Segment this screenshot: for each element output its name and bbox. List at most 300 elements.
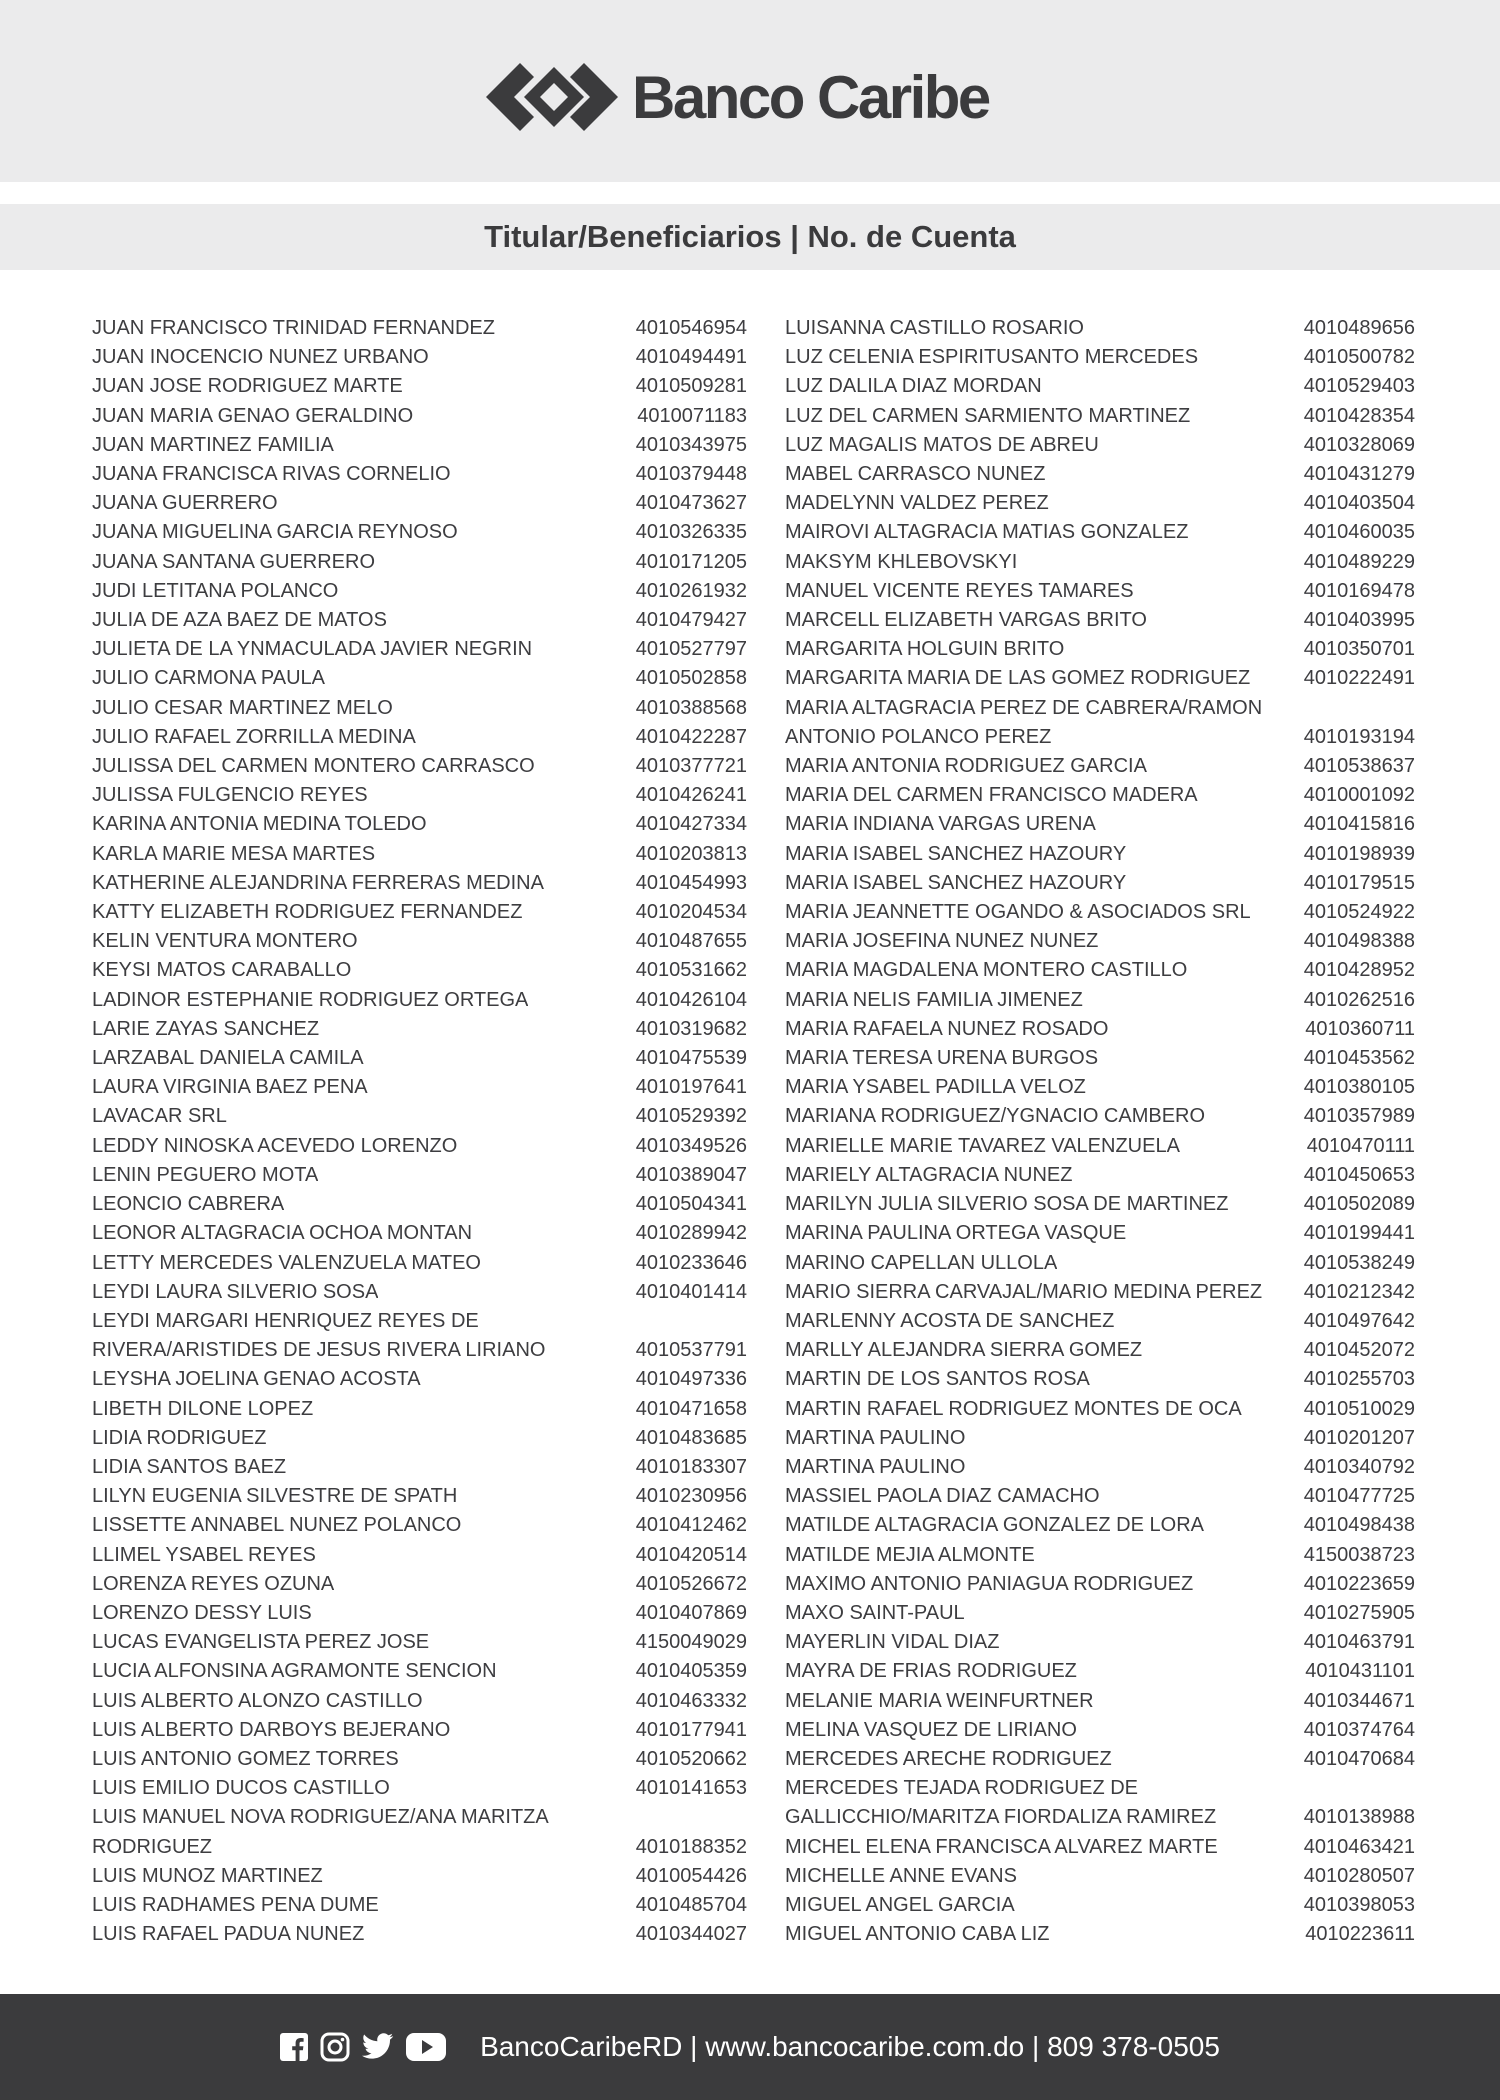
account-number: 4010138988 [1303, 1806, 1415, 1829]
list-item [92, 1102, 747, 1131]
account-number: 4010344671 [1303, 1689, 1415, 1712]
account-number: 4010538637 [1303, 755, 1415, 778]
account-number: 4010412462 [635, 1514, 747, 1537]
list-item [785, 1102, 1415, 1131]
list-item [92, 956, 747, 985]
youtube-icon[interactable] [406, 2033, 446, 2061]
account-holder-name: KEYSI MATOS CARABALLO [92, 959, 352, 982]
account-holder-name: LUCAS EVANGELISTA PEREZ JOSE [92, 1631, 430, 1654]
list-item [92, 869, 747, 898]
list-item [92, 898, 747, 927]
account-holder-name: KELIN VENTURA MONTERO [92, 930, 358, 953]
list-item [92, 489, 747, 518]
list-item [785, 635, 1415, 664]
account-number: 4010199441 [1303, 1222, 1415, 1245]
list-item [785, 1599, 1415, 1628]
list-item [92, 840, 747, 869]
account-holder-name: MARGARITA MARIA DE LAS GOMEZ RODRIGUEZ [785, 667, 1251, 690]
list-item [785, 1920, 1415, 1949]
account-holder-name: JULISSA FULGENCIO REYES [92, 784, 368, 807]
account-holder-name: JUAN MARIA GENAO GERALDINO [92, 404, 414, 427]
account-number: 4010415816 [1303, 813, 1415, 836]
list-item [92, 927, 747, 956]
account-number: 4010389047 [635, 1163, 747, 1186]
list-item [92, 372, 747, 401]
account-number: 4010223659 [1303, 1572, 1415, 1595]
list-item [785, 781, 1415, 810]
list-item [785, 548, 1415, 577]
account-holder-name: MARIA ANTONIA RODRIGUEZ GARCIA [785, 755, 1147, 778]
list-item [92, 1190, 747, 1219]
list-item [92, 606, 747, 635]
list-item [92, 1745, 747, 1774]
list-item [92, 1687, 747, 1716]
list-item [92, 1453, 747, 1482]
instagram-icon[interactable] [320, 2032, 350, 2062]
list-item [785, 1015, 1415, 1044]
account-holder-name: MARIA ISABEL SANCHEZ HAZOURY [785, 871, 1127, 894]
account-number: 4010255703 [1303, 1368, 1415, 1391]
account-number: 4010497336 [635, 1368, 747, 1391]
list-item [785, 1249, 1415, 1278]
account-number: 4010230956 [635, 1485, 747, 1508]
account-number: 4010485704 [635, 1893, 747, 1916]
account-number: 4010497642 [1303, 1309, 1415, 1332]
account-holder-name: MATILDE ALTAGRACIA GONZALEZ DE LORA [785, 1514, 1204, 1537]
account-holder-name: LARZABAL DANIELA CAMILA [92, 1047, 364, 1070]
list-item [785, 664, 1415, 693]
account-number: 4010198939 [1303, 842, 1415, 865]
account-number: 4010500782 [1303, 346, 1415, 369]
account-holder-name: MAYERLIN VIDAL DIAZ [785, 1631, 1000, 1654]
account-number: 4010374764 [1303, 1718, 1415, 1741]
left-column-list [92, 314, 747, 1949]
account-holder-name: RODRIGUEZ [92, 1835, 212, 1858]
list-item [785, 1161, 1415, 1190]
list-item [785, 723, 1415, 752]
list-item [92, 1920, 747, 1949]
account-holder-name: JULIA DE AZA BAEZ DE MATOS [92, 609, 387, 632]
account-holder-name: MARIA ISABEL SANCHEZ HAZOURY [785, 842, 1127, 865]
account-number: 4010169478 [1303, 579, 1415, 602]
account-number: 4010177941 [635, 1718, 747, 1741]
account-number: 4010357989 [1303, 1105, 1415, 1128]
account-number: 4010452072 [1303, 1339, 1415, 1362]
list-item [92, 664, 747, 693]
account-number: 4010171205 [635, 550, 747, 573]
list-item [785, 1774, 1415, 1803]
account-number: 4010477725 [1303, 1485, 1415, 1508]
list-item [92, 752, 747, 781]
list-item [92, 1249, 747, 1278]
account-holder-name: LUZ MAGALIS MATOS DE ABREU [785, 433, 1099, 456]
account-holder-name: LEONCIO CABRERA [92, 1193, 285, 1216]
brand-logo [486, 56, 989, 138]
account-number: 4010388568 [635, 696, 747, 719]
list-item [785, 314, 1415, 343]
account-number: 4010487655 [635, 930, 747, 953]
list-item [92, 431, 747, 460]
account-number: 4010537791 [635, 1339, 747, 1362]
account-holder-name: LENIN PEGUERO MOTA [92, 1163, 319, 1186]
account-holder-name: LIDIA SANTOS BAEZ [92, 1455, 287, 1478]
account-number: 4010289942 [635, 1222, 747, 1245]
list-item [785, 1190, 1415, 1219]
account-holder-name: LUIS RAFAEL PADUA NUNEZ [92, 1923, 365, 1946]
list-item [785, 1482, 1415, 1511]
account-holder-name: LUIS MUNOZ MARTINEZ [92, 1864, 323, 1887]
list-item [785, 694, 1415, 723]
account-number: 4010538249 [1303, 1251, 1415, 1274]
account-holder-name: MELANIE MARIA WEINFURTNER [785, 1689, 1094, 1712]
account-number: 4010498438 [1303, 1514, 1415, 1537]
list-item [785, 1657, 1415, 1686]
account-holder-name: KARINA ANTONIA MEDINA TOLEDO [92, 813, 427, 836]
account-holder-name: MARLENNY ACOSTA DE SANCHEZ [785, 1309, 1115, 1332]
account-holder-name: LEYDI MARGARI HENRIQUEZ REYES DE [92, 1309, 479, 1332]
list-item [785, 606, 1415, 635]
list-item [785, 1541, 1415, 1570]
account-number: 4010470111 [1306, 1134, 1415, 1157]
account-holder-name: LAURA VIRGINIA BAEZ PENA [92, 1076, 368, 1099]
footer-contact-text: BancoCaribeRD | www.bancocaribe.com.do | 809 378-0505 [480, 2031, 1220, 2062]
account-number: 4010223611 [1305, 1923, 1415, 1946]
account-number: 4010453562 [1303, 1047, 1415, 1070]
account-holder-name: LIDIA RODRIGUEZ [92, 1426, 267, 1449]
account-number: 4010344027 [635, 1923, 747, 1946]
account-number: 4010546954 [635, 317, 747, 339]
account-number: 4010280507 [1303, 1864, 1415, 1887]
social-icons [280, 2032, 446, 2062]
account-holder-name: LISSETTE ANNABEL NUNEZ POLANCO [92, 1514, 462, 1537]
account-holder-name: MERCEDES ARECHE RODRIGUEZ [785, 1747, 1112, 1770]
list-item [785, 752, 1415, 781]
list-item [785, 343, 1415, 372]
account-number: 4010203813 [635, 842, 747, 865]
list-item [92, 986, 747, 1015]
account-holder-name: MARIA JEANNETTE OGANDO & ASOCIADOS SRL [785, 901, 1251, 924]
list-item [92, 1219, 747, 1248]
account-holder-name: LUIS ALBERTO DARBOYS BEJERANO [92, 1718, 451, 1741]
list-item [92, 1044, 747, 1073]
list-item [785, 927, 1415, 956]
account-holder-name: LUIS EMILIO DUCOS CASTILLO [92, 1777, 390, 1800]
header-band [0, 0, 1500, 182]
list-item [785, 460, 1415, 489]
list-item [92, 1716, 747, 1745]
account-number: 4010431101 [1305, 1660, 1415, 1683]
list-item [92, 460, 747, 489]
account-holder-name: MARINO CAPELLAN ULLOLA [785, 1251, 1058, 1274]
list-item [785, 1132, 1415, 1161]
list-item [785, 518, 1415, 547]
account-number: 4010504341 [635, 1193, 747, 1216]
account-number: 4010524922 [1303, 901, 1415, 924]
list-item [785, 1833, 1415, 1862]
account-number: 4010405359 [635, 1660, 747, 1683]
account-holder-name: MARTIN RAFAEL RODRIGUEZ MONTES DE OCA [785, 1397, 1242, 1420]
account-holder-name: MANUEL VICENTE REYES TAMARES [785, 579, 1134, 602]
list-item [92, 1132, 747, 1161]
account-holder-name: MELINA VASQUEZ DE LIRIANO [785, 1718, 1077, 1741]
list-item [785, 1278, 1415, 1307]
list-item [785, 1716, 1415, 1745]
account-number: 4010261932 [635, 579, 747, 602]
list-item [92, 577, 747, 606]
account-number: 4010479427 [635, 609, 747, 632]
account-holder-name: MARIA RAFAELA NUNEZ ROSADO [785, 1017, 1109, 1040]
list-item [785, 1803, 1415, 1832]
list-item [92, 1657, 747, 1686]
account-holder-name: MARTINA PAULINO [785, 1426, 966, 1449]
list-item [785, 1365, 1415, 1394]
list-item [785, 431, 1415, 460]
account-holder-name: MARCELL ELIZABETH VARGAS BRITO [785, 609, 1147, 632]
account-holder-name: LUIS ALBERTO ALONZO CASTILLO [92, 1689, 423, 1712]
account-holder-name: JUDI LETITANA POLANCO [92, 579, 339, 602]
account-holder-name: MARIELLE MARIE TAVAREZ VALENZUELA [785, 1134, 1180, 1157]
account-number: 4010427334 [635, 813, 747, 836]
account-number: 4010054426 [635, 1864, 747, 1887]
account-holder-name: MARIA MAGDALENA MONTERO CASTILLO [785, 959, 1188, 982]
list-item [92, 1015, 747, 1044]
account-holder-name: RIVERA/ARISTIDES DE JESUS RIVERA LIRIANO [92, 1339, 546, 1362]
list-item [92, 1278, 747, 1307]
account-holder-name: MERCEDES TEJADA RODRIGUEZ DE [785, 1777, 1139, 1800]
section-title-band [0, 204, 1500, 270]
account-number: 4010403504 [1303, 492, 1415, 515]
account-number: 4010349526 [635, 1134, 747, 1157]
account-holder-name: LUISANNA CASTILLO ROSARIO [785, 317, 1084, 339]
account-holder-name: KATHERINE ALEJANDRINA FERRERAS MEDINA [92, 871, 544, 894]
account-number: 4010494491 [635, 346, 747, 369]
account-holder-name: MARIO SIERRA CARVAJAL/MARIO MEDINA PEREZ [785, 1280, 1263, 1303]
account-holder-name: KARLA MARIE MESA MARTES [92, 842, 376, 865]
list-item [785, 1424, 1415, 1453]
list-item [92, 1161, 747, 1190]
list-item [92, 1482, 747, 1511]
account-number: 4010463332 [635, 1689, 747, 1712]
list-item [92, 1628, 747, 1657]
account-number: 4010475539 [635, 1047, 747, 1070]
list-item [785, 810, 1415, 839]
list-item [785, 402, 1415, 431]
account-number: 4010460035 [1303, 521, 1415, 544]
account-holder-name: JUAN INOCENCIO NUNEZ URBANO [92, 346, 429, 369]
list-item [785, 898, 1415, 927]
account-number: 4010510029 [1303, 1397, 1415, 1420]
page-title: Titular/Beneficiarios | No. de Cuenta [484, 219, 1016, 254]
account-number: 4010343975 [635, 433, 747, 456]
twitter-icon[interactable] [362, 2033, 394, 2061]
account-holder-name: LUIS ANTONIO GOMEZ TORRES [92, 1747, 399, 1770]
account-number: 4010470684 [1303, 1747, 1415, 1770]
footer [0, 1994, 1500, 2100]
account-holder-name: JUANA FRANCISCA RIVAS CORNELIO [92, 463, 451, 486]
account-number: 4010380105 [1303, 1076, 1415, 1099]
account-number: 4010319682 [635, 1017, 747, 1040]
list-item [785, 1219, 1415, 1248]
account-holder-name: LIBETH DILONE LOPEZ [92, 1397, 314, 1420]
account-holder-name: MARTINA PAULINO [785, 1455, 966, 1478]
account-number: 4010407869 [635, 1601, 747, 1624]
account-number: 4010471658 [635, 1397, 747, 1420]
account-number: 4010431279 [1303, 463, 1415, 486]
account-holder-name: MATILDE MEJIA ALMONTE [785, 1543, 1035, 1566]
account-number: 4010183307 [635, 1455, 747, 1478]
list-item [92, 723, 747, 752]
account-holder-name: JULISSA DEL CARMEN MONTERO CARRASCO [92, 755, 535, 778]
account-holder-name: LLIMEL YSABEL REYES [92, 1543, 316, 1566]
list-item [92, 1365, 747, 1394]
list-item [92, 781, 747, 810]
account-number: 4010403995 [1303, 609, 1415, 632]
account-number: 4150038723 [1303, 1543, 1415, 1566]
account-holder-name: LUCIA ALFONSINA AGRAMONTE SENCION [92, 1660, 497, 1683]
list-item [92, 1774, 747, 1803]
account-number: 4010473627 [635, 492, 747, 515]
account-number: 4010426241 [635, 784, 747, 807]
list-item [92, 1833, 747, 1862]
list-item [92, 810, 747, 839]
right-column-list [785, 314, 1415, 1949]
account-holder-name: JUANA MIGUELINA GARCIA REYNOSO [92, 521, 458, 544]
account-holder-name: MARIA DEL CARMEN FRANCISCO MADERA [785, 784, 1198, 807]
list-item [92, 1862, 747, 1891]
account-holder-name: LUIS RADHAMES PENA DUME [92, 1893, 379, 1916]
account-holder-name: MARIELY ALTAGRACIA NUNEZ [785, 1163, 1073, 1186]
account-number: 4010463421 [1303, 1835, 1415, 1858]
account-number: 4010422287 [635, 725, 747, 748]
account-number: 4010428354 [1303, 404, 1415, 427]
account-number: 4010489229 [1303, 550, 1415, 573]
facebook-icon[interactable] [280, 2033, 308, 2061]
list-item [785, 1511, 1415, 1540]
account-holder-name: LUZ DEL CARMEN SARMIENTO MARTINEZ [785, 404, 1191, 427]
account-holder-name: MABEL CARRASCO NUNEZ [785, 463, 1046, 486]
list-item [785, 869, 1415, 898]
account-holder-name: LILYN EUGENIA SILVESTRE DE SPATH [92, 1485, 458, 1508]
account-holder-name: JUANA GUERRERO [92, 492, 278, 515]
account-holder-name: JULIO RAFAEL ZORRILLA MEDINA [92, 725, 416, 748]
account-holder-name: MARTIN DE LOS SANTOS ROSA [785, 1368, 1090, 1391]
account-number: 4150049029 [635, 1631, 747, 1654]
account-number: 4010379448 [635, 463, 747, 486]
account-holder-name: MAKSYM KHLEBOVSKYI [785, 550, 1018, 573]
list-item [92, 1307, 747, 1336]
list-item [92, 343, 747, 372]
account-holder-name: LEONOR ALTAGRACIA OCHOA MONTAN [92, 1222, 473, 1245]
account-holder-name: KATTY ELIZABETH RODRIGUEZ FERNANDEZ [92, 901, 523, 924]
account-number: 4010489656 [1303, 317, 1415, 339]
account-holder-name: MARIA JOSEFINA NUNEZ NUNEZ [785, 930, 1099, 953]
account-holder-name: MARGARITA HOLGUIN BRITO [785, 638, 1065, 661]
account-number: 4010454993 [635, 871, 747, 894]
account-holder-name: LUZ CELENIA ESPIRITUSANTO MERCEDES [785, 346, 1199, 369]
list-item [92, 1336, 747, 1365]
account-number: 4010222491 [1303, 667, 1415, 690]
account-holder-name: JULIO CESAR MARTINEZ MELO [92, 696, 393, 719]
list-item [785, 1073, 1415, 1102]
account-holder-name: MAXO SAINT-PAUL [785, 1601, 965, 1624]
account-holder-name: MARIA ALTAGRACIA PEREZ DE CABRERA/RAMON [785, 696, 1263, 719]
account-holder-name: MIGUEL ANGEL GARCIA [785, 1893, 1015, 1916]
account-number: 4010526672 [635, 1572, 747, 1595]
account-holder-name: LORENZO DESSY LUIS [92, 1601, 312, 1624]
account-number: 4010428952 [1303, 959, 1415, 982]
account-holder-name: MARIA TERESA URENA BURGOS [785, 1047, 1099, 1070]
list-item [785, 1891, 1415, 1920]
account-number: 4010141653 [635, 1777, 747, 1800]
account-number: 4010204534 [635, 901, 747, 924]
account-number: 4010398053 [1303, 1893, 1415, 1916]
account-number: 4010071183 [637, 404, 747, 427]
account-number: 4010340792 [1303, 1455, 1415, 1478]
account-number: 4010502089 [1303, 1193, 1415, 1216]
list-item [785, 489, 1415, 518]
list-item [92, 1511, 747, 1540]
account-number: 4010529403 [1303, 375, 1415, 398]
account-holder-name: JUAN JOSE RODRIGUEZ MARTE [92, 375, 403, 398]
account-holder-name: MARILYN JULIA SILVERIO SOSA DE MARTINEZ [785, 1193, 1229, 1216]
account-holder-name: LETTY MERCEDES VALENZUELA MATEO [92, 1251, 481, 1274]
account-number: 4010179515 [1303, 871, 1415, 894]
account-number: 4010275905 [1303, 1601, 1415, 1624]
account-holder-name: MAYRA DE FRIAS RODRIGUEZ [785, 1660, 1077, 1683]
account-number: 4010420514 [635, 1543, 747, 1566]
account-number: 4010233646 [635, 1251, 747, 1274]
list-item [785, 840, 1415, 869]
list-item [92, 1073, 747, 1102]
account-number: 4010212342 [1303, 1280, 1415, 1303]
account-number: 4010377721 [635, 755, 747, 778]
account-number: 4010326335 [635, 521, 747, 544]
account-holder-name: MARINA PAULINA ORTEGA VASQUE [785, 1222, 1127, 1245]
account-number: 4010529392 [635, 1105, 747, 1128]
list-item [785, 372, 1415, 401]
list-item [785, 956, 1415, 985]
list-item [92, 1803, 747, 1832]
list-item [92, 518, 747, 547]
account-number: 4010328069 [1303, 433, 1415, 456]
account-holder-name: JUAN MARTINEZ FAMILIA [92, 433, 334, 456]
account-number: 4010509281 [635, 375, 747, 398]
account-holder-name: MARIA NELIS FAMILIA JIMENEZ [785, 988, 1083, 1011]
list-item [92, 694, 747, 723]
account-holder-name: MIGUEL ANTONIO CABA LIZ [785, 1923, 1050, 1946]
list-item [92, 1424, 747, 1453]
account-holder-name: LEDDY NINOSKA ACEVEDO LORENZO [92, 1134, 458, 1157]
account-holder-name: LORENZA REYES OZUNA [92, 1572, 335, 1595]
account-number: 4010262516 [1303, 988, 1415, 1011]
list-item [92, 402, 747, 431]
list-item [785, 1745, 1415, 1774]
account-holder-name: MAXIMO ANTONIO PANIAGUA RODRIGUEZ [785, 1572, 1194, 1595]
account-number: 4010360711 [1305, 1017, 1415, 1040]
list-item [92, 314, 747, 343]
list-item [92, 548, 747, 577]
account-holder-name: JULIO CARMONA PAULA [92, 667, 326, 690]
account-holder-name: MARLLY ALEJANDRA SIERRA GOMEZ [785, 1339, 1143, 1362]
account-holder-name: MASSIEL PAOLA DIAZ CAMACHO [785, 1485, 1100, 1508]
list-item [785, 1453, 1415, 1482]
account-number: 4010463791 [1303, 1631, 1415, 1654]
list-item [785, 1862, 1415, 1891]
list-item [785, 1307, 1415, 1336]
list-item [785, 1628, 1415, 1657]
list-item [92, 1570, 747, 1599]
brand-name: Banco Caribe [632, 63, 989, 131]
